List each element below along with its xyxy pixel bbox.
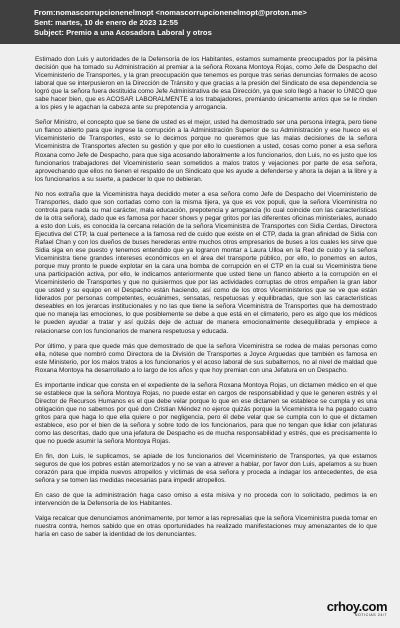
email-sent-date: Sent: martes, 10 de enero de 2023 12:55 [34,18,178,27]
watermark-name: crhoy.com [326,599,387,614]
body-paragraph: Valga recalcar que denunciamos anónimamente, por temor a las represalias que la señora Viceministra pueda tomar en nuestra contra, hemos sabido que en otras oportunidades ha realizado manifestaciones muy amenazantes de lo que haría en caso de saber la identidad de los denunciantes. [35,515,377,539]
watermark-tagline: NOTICIAS 24/7 [354,613,387,617]
email-header [0,0,400,44]
email-body [35,56,377,547]
crhoy-watermark-logo [327,600,387,617]
body-paragraph: En fin, don Luis, le suplicamos, se apiade de los funcionarios del Viceministerio de Transportes, ya que estamos seguros de que los pobres están atemorizados y no se van a atrever a hablar, por favor don Luis, apelamos a su buen corazón para que impida nuevos atropellos y víctimas de esa señora y proceda a indagar los antecedentes, de esa señora y se tomen las medidas necesarias para impedir atropellos. [35,453,377,485]
body-paragraph: Es importante indicar que consta en el expediente de la señora Roxana Montoya Rojas, un dictamen médico en el que se establece que la señora Montoya Rojas, no puede estar en cargos de responsabilidad y que le generen estrés y el Director de Recursos Humanos es el que debe velar porque lo que en ese dictamen se establece se cumpla y es una obligación que no sabemos por qué don Cristian Méndez no ejerce quizás porque la Viceministra le ha pegado cuatro gritos para que haga lo que ella quiere o por negligencia, pero él debe velar que se cumpla con lo que el dictamen establece, eso por el bien de la señora y sobre todo de los funcionarios, para que no tengan que lidiar con jefaturas como las descritas, dado que una jefatura de Despacho es de mucha responsabilidad y estrés, que es precisamente lo que no puede asumir la señora Montoya Rojas. [35,381,377,446]
body-paragraph: Por último, y para que quede más que demostrado de que la señora Viceministra se rodea de malas personas como ella, nótese que nombró como Directora de la División de Transportes a Joyce Arguedas que también es famosa en este Ministerio, por los malos tratos a los funcionarios y el acoso laboral de sus subalternos, no al nivel de maldad que Roxana Montoya ha desarrollado a lo largo de los años y que hoy premian con una Jefatura en un Despacho. [35,342,377,374]
body-paragraph: Señor Ministro, el concepto que se tiene de usted es el mejor, usted ha demostrado ser una persona íntegra, pero tiene un flanco abierto para que ingrese la corrupción a la Administración Superior de su Administración y ese hueco es el Viceministerio de Transportes, esto se lo decimos porque no queremos que las malas decisiones de la señora Viceministra de Transportes afecten su gestión y que por ello lo cuestionen a usted, cosas como poner a esa señora Roxana como Jefe de Despacho, para que siga acosando laboralmente a los funcionarios, don Luis, no es justo que los funcionarios trabajadores del Viceministerio sean sometidos a malos tratos y vejaciones por parte de esa señora, aprovechando que ellos no tienen el respaldo de un Sindicato que les ayude a defenderse y ahora la dejan a la libre y a los funcionarios a su suerte, a padecer lo que no debieran. [35,119,377,183]
body-paragraph: Estimado don Luis y autoridades de la Defensoría de los Habitantes, estamos sumamente preocupados por la pésima decisión que ha tomado su Administración al premiar a la señora Roxana Montoya Rojas, como Jefe de Despacho del Viceministerio de Transportes, y la gran preocupación que tenemos es porque tras serias denuncias formales de acoso laboral que se interpusieron en la Dirección de Tránsito y que gracias a la presión del Sindicato de esa dependencia se logró que la señora fuera destituida como Jefe Administrativa de esa Dirección, ya que solo llegó a hacer lo ÚNICO que sabe hacer bien, que es ACOSAR LABORALMENTE a los trabajadores, premiando únicamente anlos que se le rinden a los pies y le agachan la cabeza ante su prepotencia y arrogancia. [35,56,377,112]
email-subject: Subject: Premio a una Acosadora Laboral y otros [34,28,212,37]
body-paragraph: No nos extraña que la Viceministra haya decidido meter a esa señora como Jefe de Despacho del Viceministerio de Transportes, dado que son cortadas como con la misma tijera, ya que es vox populi, que la señora Viceministra no controla para nada su mal carácter, mala educación, prepotencia y arrogancia (lo cual coincide con las características de la otra señora), dado que es famosa por hacer shows y pegar gritos por las diferentes oficinas ministeriales, aunado a esto don Luis, es conocida la cercana relación de la señora Viceministra de Transportes con Sidia Cerdas, Directora Ejecutiva del CTP, la cual pertenece a la famosa red de cuido que existe en el CTP, dada la gran afinidad de Sidia con Rafael Chan y con los dueños de buses herederas entre muchos otros empresarios de buses a los cuales les sirve que Sidia siga en ese puesto y tenemos entendido que ya lograron montar a Laura Ulloa en la Red de cuido y la señora Viceministra tiene grandes intereses económicos en el área del transporte público, por ello, lo ponemos en autos, porque muy pronto le puede explotar en la cara una bomba de corrupción en el CTP en la cual su Viceministra tiene una participación activa, por ello, le indicamos anteriormente que usted tiene un flanco abierto a la corrupción en el Viceministerio de Transportes y que no quisiermos que por las actividades corruptas de otros empañen la gran labor que usted y su equipo en el Despacho están haciendo, así como de los otros Viceministerios que se ve que están liderados por personas competentes, ecuánimes, sensatas, respetuosas y equilibradas, que son las características deseables en los jerarcas institucionales y no las que tiene la señora Viceministra de Transportes que ha demostrado que no maneja las emociones, lo que posiblemente se debe a que está en el climaterio, pero es algo que los médicos le pueden ayudar a tratar y así quizás deje de actuar de manera emocionalmente desequilibrada y empiece a relacionarse con los funcionarios de manera respetuosa y educada. [35,190,377,335]
body-paragraph: En caso de que la administración haga caso omiso a esta misiva y no proceda con lo solicitado, pedimos la en intervención de la Defensoría de los Habitantes. [35,492,377,508]
email-from: From:nomascorrupcionenelmopt <nomascorrupcionenelmopt@proton.me> [34,8,307,17]
